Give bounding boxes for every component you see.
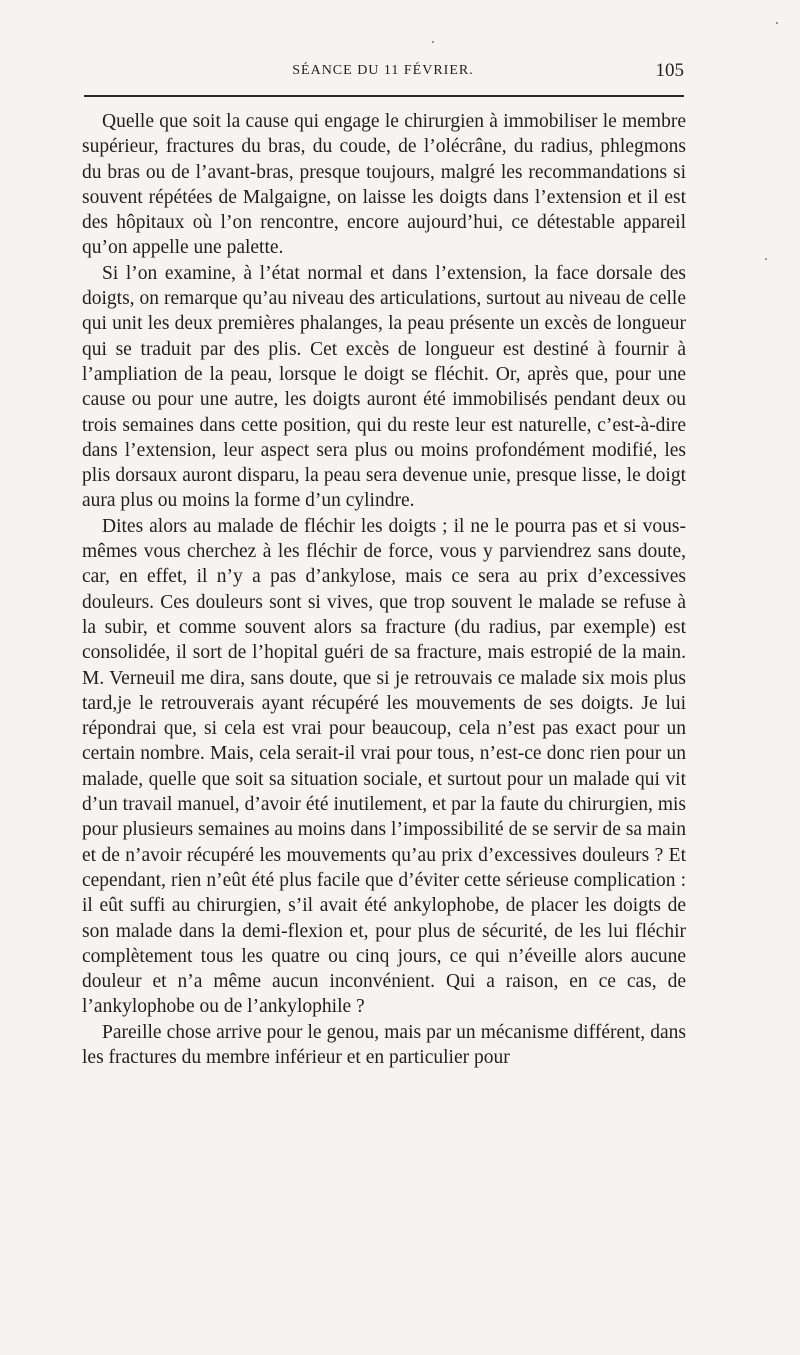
paragraph-genou: Pareille chose arrive pour le genou, mais par un mécanisme différent, dans les fractures du membre inférieur et en particulier pour [82,1021,686,1068]
paragraph-flexion-douleurs: Dites alors au malade de fléchir les doigts ; il ne le pourra pas et si vous-mêmes vous cherchez à les fléchir de force, vous y parviendrez sans doute, car, en effet, il n’y a pas d’ankylose, mais ce sera au prix d’excessives douleurs. Ces douleurs sont si vives, que trop souvent le malade se refuse à la subir, et comme souvent alors sa fracture (du radius, par exemple) est consolidée, il sort de l’hopital guéri de sa fracture, mais estropié de la main. M. Verneuil me dira, sans doute, que si je retrouvais ce malade six mois plus tard,je le retrouverais ayant récupéré les mouvements de ses doigts. Je lui répondrai que, si cela est vrai pour beaucoup, cela n’est pas exact pour un certain nombre. Mais, cela serait-il vrai pour tous, n’est-ce donc rien pour un malade, quelle que soit sa situation sociale, et surtout pour un malade qui vit d’un travail manuel, d’avoir été inutilement, et par la faute du chirurgien, mis pour plusieurs semaines au moins dans l’impossibilité de se servir de sa main et de n’avoir récupéré les mouvements qu’au prix d’excessives douleurs ? Et cependant, rien n’eût été plus facile que d’éviter cette sérieuse complication : il eût suffi au chirurgien, s’il avait été ankylophobe, de placer les doigts de son malade dans la demi-flexion et, pour plus de sécurité, de les lui fléchir complètement tous les quatre ou cinq jours, ce qui n’éveille alors aucune douleur et n’a même aucun inconvénient. Qui a raison, en ce cas, de l’ankylophobe ou de l’ankylophile ? [82,515,686,1018]
running-title: SÉANCE DU 11 FÉVRIER. [292,63,474,78]
paragraph-immobilisation: Quelle que soit la cause qui engage le chirurgien à immobiliser le membre supérieur, fractures du bras, du coude, de l’olécrâne, du radius, phlegmons du bras ou de l’avant-bras, presque toujours, malgré les recommandations si souvent répétées de Malgaigne, on laisse les doigts dans l’extension et il est des hôpitaux où l’on rencontre, encore aujourd’hui, ce détestable appareil qu’on appelle une palette. [82,111,686,259]
running-head [82,60,684,86]
header-rule [84,95,684,97]
print-speck [432,41,434,43]
body-text [82,109,686,1070]
print-speck [776,22,778,24]
page-number: 105 [655,60,684,81]
print-speck [765,258,767,260]
paragraph-examen-doigts: Si l’on examine, à l’état normal et dans l’extension, la face dorsale des doigts, on remarque qu’au niveau des articulations, surtout au niveau de celle qui unit les deux premières phalanges, la peau présente un excès de longueur qui se traduit par des plis. Cet excès de longueur est destiné à fournir à l’ampliation de la peau, lorsque le doigt se fléchit. Or, après que, pour une cause ou pour une autre, les doigts auront été immobilisés pendant deux ou trois semaines dans cette position, qui du reste leur est naturelle, c’est-à-dire dans l’extension, leur aspect sera plus ou moins profondément modifié, les plis dorsaux auront disparu, la peau sera devenue unie, presque lisse, le doigt aura plus ou moins la forme d’un cylindre. [82,262,686,512]
